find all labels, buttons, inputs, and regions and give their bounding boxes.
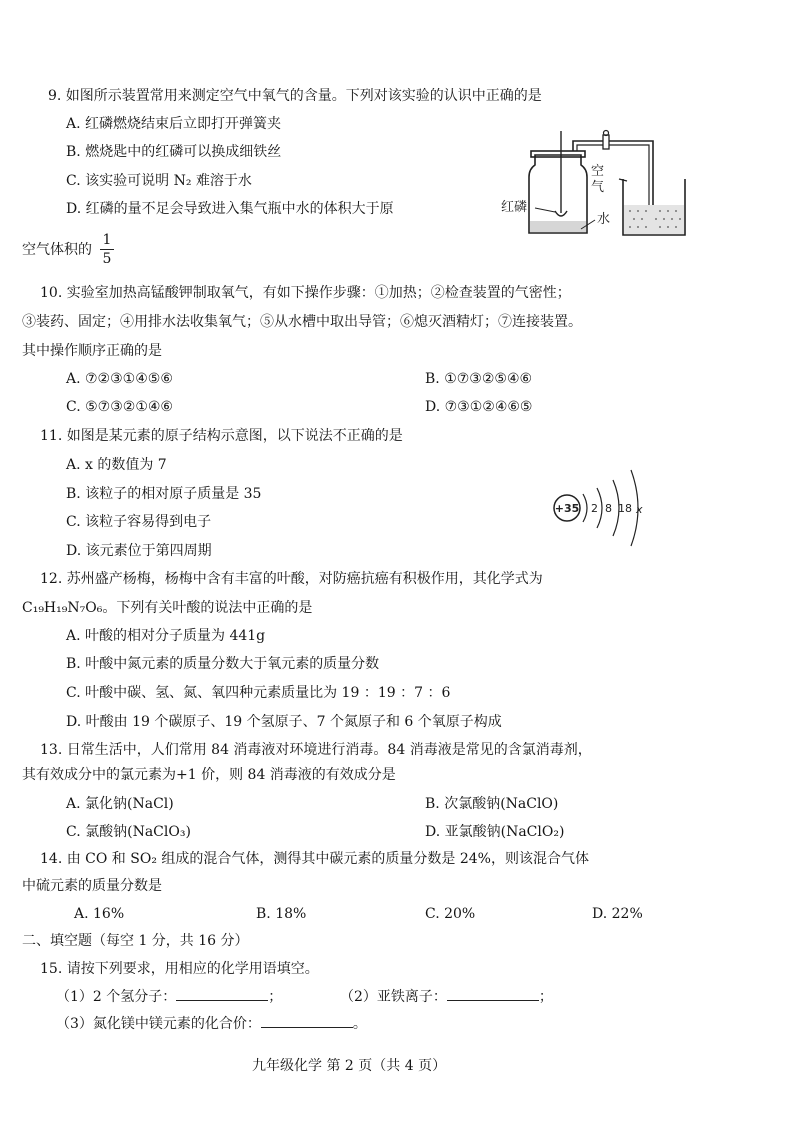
atomic-structure-diagram xyxy=(545,460,655,560)
fraction-one-fifth xyxy=(100,232,114,267)
q10-stem-line2: ③装药、固定；④用排水法收集氧气；⑤从水槽中取出导管；⑥熄灭酒精灯；⑦连接装置。 xyxy=(22,314,582,330)
q15-part2-end: ； xyxy=(538,989,553,1005)
q13-stem-line2: 其有效成分中的氯元素为+1 价，则 84 消毒液的有效成分是 xyxy=(22,767,396,783)
q14-option-a: A. 16% xyxy=(74,906,125,922)
fraction-numerator: 1 xyxy=(102,232,112,248)
q15-stem: 15. 请按下列要求，用相应的化学用语填空。 xyxy=(40,961,319,977)
answer-blank-hydrogen-molecules[interactable] xyxy=(176,986,268,1001)
q13-option-d: D. 亚氯酸钠(NaClO₂) xyxy=(425,824,565,840)
shell-2-electrons: 8 xyxy=(605,502,612,515)
q12-stem-line1: 12. 苏州盛产杨梅，杨梅中含有丰富的叶酸，对防癌抗癌有积极作用，其化学式为 xyxy=(40,571,543,587)
q9-option-a: A. 红磷燃烧结束后立即打开弹簧夹 xyxy=(66,116,282,132)
q10-option-d: D. ⑦③①②④⑥⑤ xyxy=(425,399,533,415)
q15-part1 xyxy=(56,986,282,1007)
q10-option-a: A. ⑦②③①④⑤⑥ xyxy=(66,371,173,387)
q11-option-c: C. 该粒子容易得到电子 xyxy=(66,514,212,530)
q15-part2-label: （2）亚铁离子： xyxy=(340,989,447,1005)
q11-option-d: D. 该元素位于第四周期 xyxy=(66,543,212,559)
q12-option-d: D. 叶酸由 19 个碳原子、19 个氢原子、7 个氮原子和 6 个氧原子构成 xyxy=(66,714,502,730)
q14-option-c: C. 20% xyxy=(425,906,476,922)
q14-option-b: B. 18% xyxy=(256,906,307,922)
spring-clamp xyxy=(603,135,609,149)
q14-stem-line2: 中硫元素的质量分数是 xyxy=(22,878,162,894)
electron-shell-1 xyxy=(583,494,587,522)
q10-option-b: B. ①⑦③②⑤④⑥ xyxy=(425,371,533,387)
q10-stem-line3: 其中操作顺序正确的是 xyxy=(22,343,162,359)
q12-option-c: C. 叶酸中碳、氢、氮、氧四种元素质量比为 19 ：19 ：7 ：6 xyxy=(66,685,451,701)
q9-option-d: D. 红磷的量不足会导致进入集气瓶中水的体积大于原 xyxy=(66,201,394,217)
q11-option-a: A. x 的数值为 7 xyxy=(66,457,167,473)
q13-stem-line1: 13. 日常生活中，人们常用 84 消毒液对环境进行消毒。84 消毒液是常见的含氯消毒剂， xyxy=(40,742,592,758)
q15-part3-end: 。 xyxy=(352,1016,367,1032)
q12-option-b: B. 叶酸中氮元素的质量分数大于氧元素的质量分数 xyxy=(66,656,380,672)
section-fill-in-title: 二、填空题（每空 1 分，共 16 分） xyxy=(22,933,249,949)
shell-4-electrons: x xyxy=(636,503,643,516)
bottle-water xyxy=(530,221,586,232)
q15-part3-label: （3）氮化镁中镁元素的化合价： xyxy=(56,1016,261,1032)
q15-part1-label: （1）2 个氢分子： xyxy=(56,989,177,1005)
q11-stem: 11. 如图是某元素的原子结构示意图，以下说法不正确的是 xyxy=(40,428,403,444)
fraction-bar xyxy=(100,249,114,250)
beaker-water xyxy=(624,205,684,234)
fraction-denominator: 5 xyxy=(102,251,112,267)
answer-blank-magnesium-valence[interactable] xyxy=(261,1013,353,1028)
q10-stem-line1: 10. 实验室加热高锰酸钾制取氧气，有如下操作步骤：①加热；②检查装置的气密性； xyxy=(40,285,571,301)
q12-option-a: A. 叶酸的相对分子质量为 441g xyxy=(66,628,266,644)
answer-blank-ferrous-ion[interactable] xyxy=(447,986,539,1001)
label-red-phosphorus: 红磷 xyxy=(501,200,528,215)
oxygen-measurement-apparatus-figure xyxy=(495,125,695,245)
label-air-1: 空 xyxy=(591,164,605,179)
q12-stem-line2: C₁₉H₁₉N₇O₆。下列有关叶酸的说法中正确的是 xyxy=(22,600,313,616)
q9-option-b: B. 燃烧匙中的红磷可以换成细铁丝 xyxy=(66,144,282,160)
q9-option-d-continued: 空气体积的 xyxy=(22,242,92,258)
shell-1-electrons: 2 xyxy=(591,502,598,515)
q9-option-c: C. 该实验可说明 N₂ 难溶于水 xyxy=(66,173,252,189)
q13-option-a: A. 氯化钠(NaCl) xyxy=(66,796,174,812)
q14-option-d: D. 22% xyxy=(592,906,643,922)
page-footer: 九年级化学 第 2 页（共 4 页） xyxy=(252,1058,447,1074)
q15-part1-end: ； xyxy=(268,989,283,1005)
rubber-stopper xyxy=(531,151,585,157)
q11-option-b: B. 该粒子的相对原子质量是 35 xyxy=(66,486,262,502)
q14-stem-line1: 14. 由 CO 和 SO₂ 组成的混合气体，测得其中碳元素的质量分数是 24%，则该混合气体 xyxy=(40,851,589,867)
q10-option-c: C. ⑤⑦③②①④⑥ xyxy=(66,399,173,415)
q15-part3 xyxy=(56,1013,367,1034)
label-water: 水 xyxy=(597,212,611,227)
nucleus-charge: +35 xyxy=(554,502,580,515)
label-air-2: 气 xyxy=(591,180,605,195)
q9-stem: 9. 如图所示装置常用来测定空气中氧气的含量。下列对该实验的认识中正确的是 xyxy=(48,88,542,104)
q13-option-b: B. 次氯酸钠(NaClO) xyxy=(425,796,559,812)
q13-option-c: C. 氯酸钠(NaClO₃) xyxy=(66,824,191,840)
shell-3-electrons: 18 xyxy=(618,502,632,515)
q15-part2 xyxy=(340,986,553,1007)
